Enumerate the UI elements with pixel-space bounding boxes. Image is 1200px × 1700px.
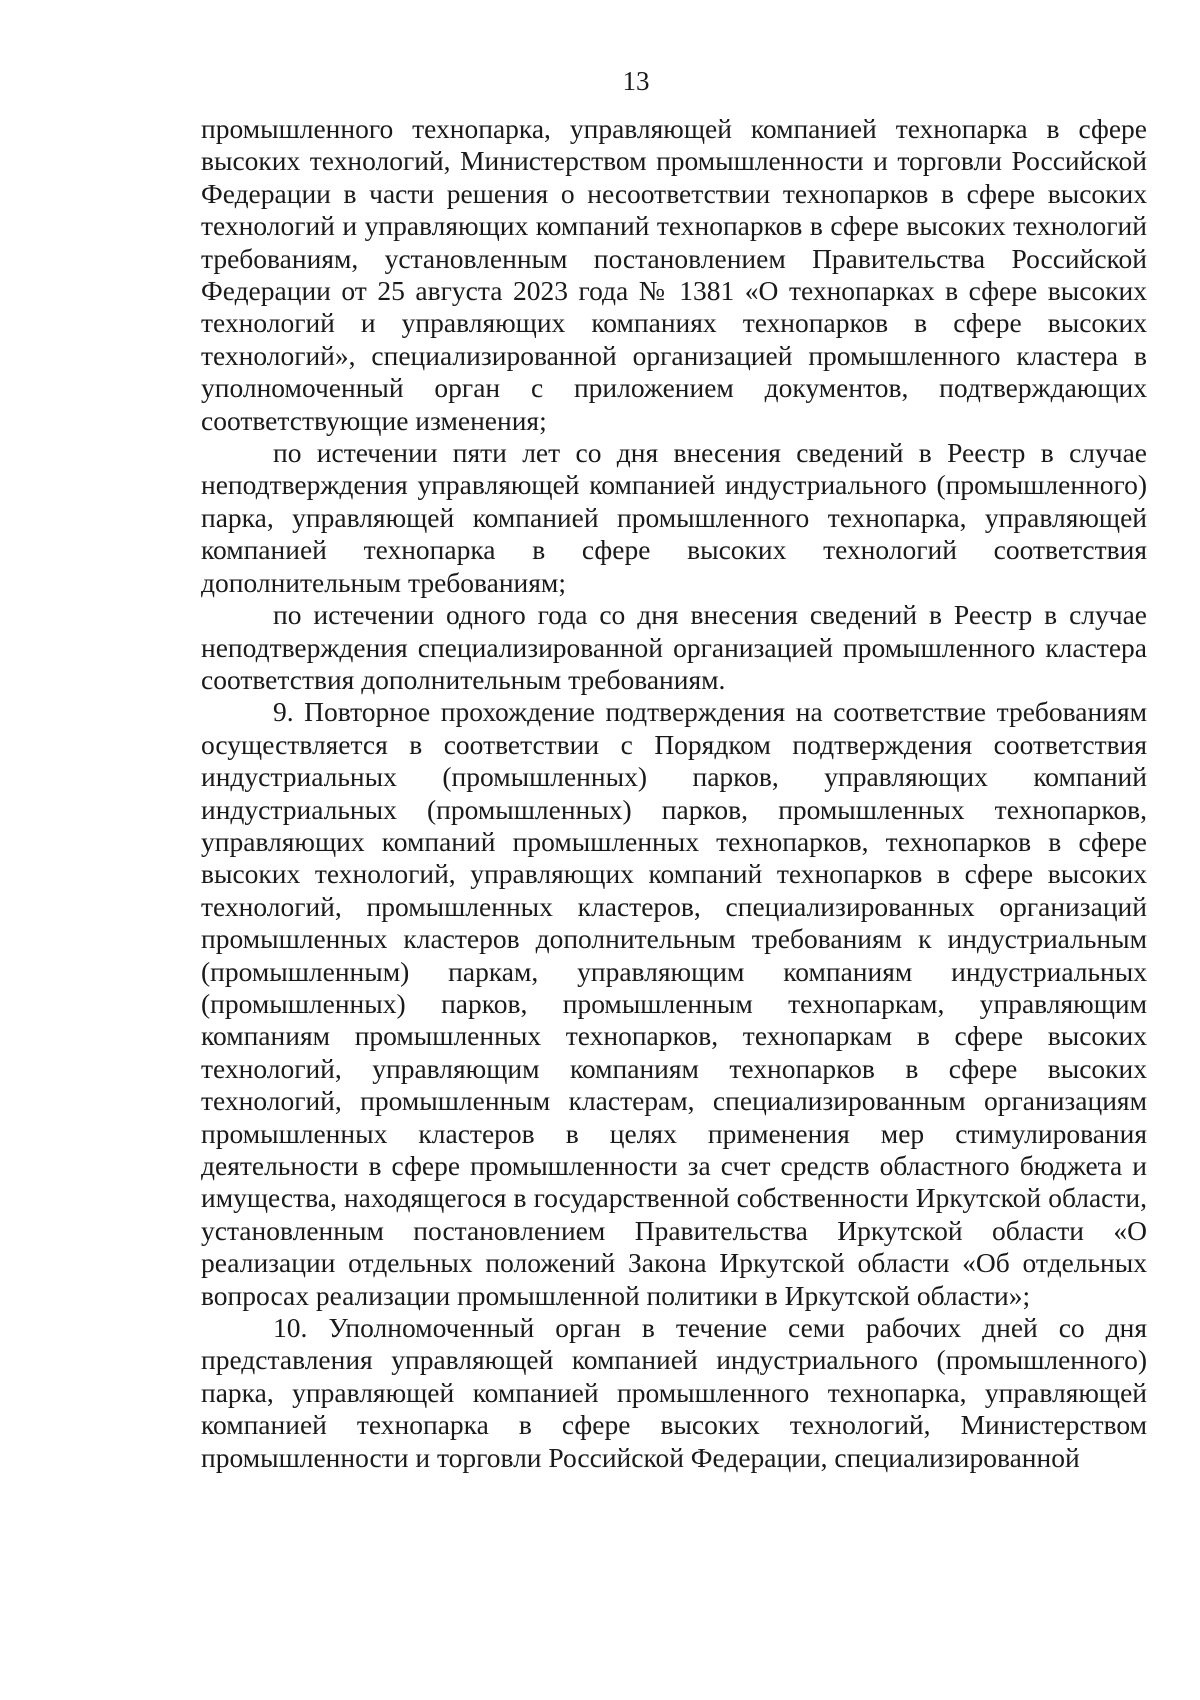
paragraph-item-9: 9. Повторное прохождение подтверждения на соответствие требованиям осуществляется в соответствии с Порядком подтверждения соответствия индустриальных (промышленных) парков, управляющих компаний индустриальных (промышленных) парков, промышленных технопарков, управляющих компаний промышленных технопарков, технопарков в сфере высоких технологий, управляющих компаний технопарков в сфере высоких технологий, промышленных кластеров, специализированных организаций промышленных кластеров дополнительным требованиям к индустриальным (промышленным) паркам, управляющим компаниям индустриальных (промышленных) парков, промышленным технопаркам, управляющим компаниям промышленных технопарков, технопаркам в сфере высоких технологий, управляющим компаниям технопарков в сфере высоких технологий, промышленным кластерам, специализированным организациям промышленных кластеров в целях применения мер стимулирования деятельности в сфере промышленности за счет средств областного бюджета и имущества, находящегося в государственной собственности Иркутской области, установленным постановлением Правительства Иркутской области «О реализации отдельных положений Закона Иркутской области «Об отдельных вопросах реализации промышленной политики в Иркутской области»;: [201, 696, 1147, 1311]
page-number: 13: [622, 66, 650, 96]
paragraph-five-years: по истечении пяти лет со дня внесения сведений в Реестр в случае неподтверждения управляющей компанией индустриального (промышленного) парка, управляющей компанией промышленного технопарка, управляющей компанией технопарка в сфере высоких технологий соответствия дополнительным требованиям;: [201, 437, 1147, 598]
paragraph-item-10: 10. Уполномоченный орган в течение семи рабочих дней со дня представления управляющей компанией индустриального (промышленного) парка, управляющей компанией промышленного технопарка, управляющей компанией технопарка в сфере высоких технологий, Министерством промышленности и торговли Российской Федерации, специализированной: [201, 1312, 1147, 1473]
paragraph-continuation: промышленного технопарка, управляющей компанией технопарка в сфере высоких технологий, Министерством промышленности и торговли Российской Федерации в части решения о несоответствии технопарков в сфере высоких технологий и управляющих компаний технопарков в сфере высоких технологий требованиям, установленным постановлением Правительства Российской Федерации от 25 августа 2023 года № 1381 «О технопарках в сфере высоких технологий и управляющих компаниях технопарков в сфере высоких технологий», специализированной организацией промышленного кластера в уполномоченный орган с приложением документов, подтверждающих соответствующие изменения;: [201, 113, 1147, 436]
document-body: [201, 113, 1147, 1474]
paragraph-one-year: по истечении одного года со дня внесения сведений в Реестр в случае неподтверждения специализированной организацией промышленного кластера соответствия дополнительным требованиям.: [201, 599, 1147, 695]
